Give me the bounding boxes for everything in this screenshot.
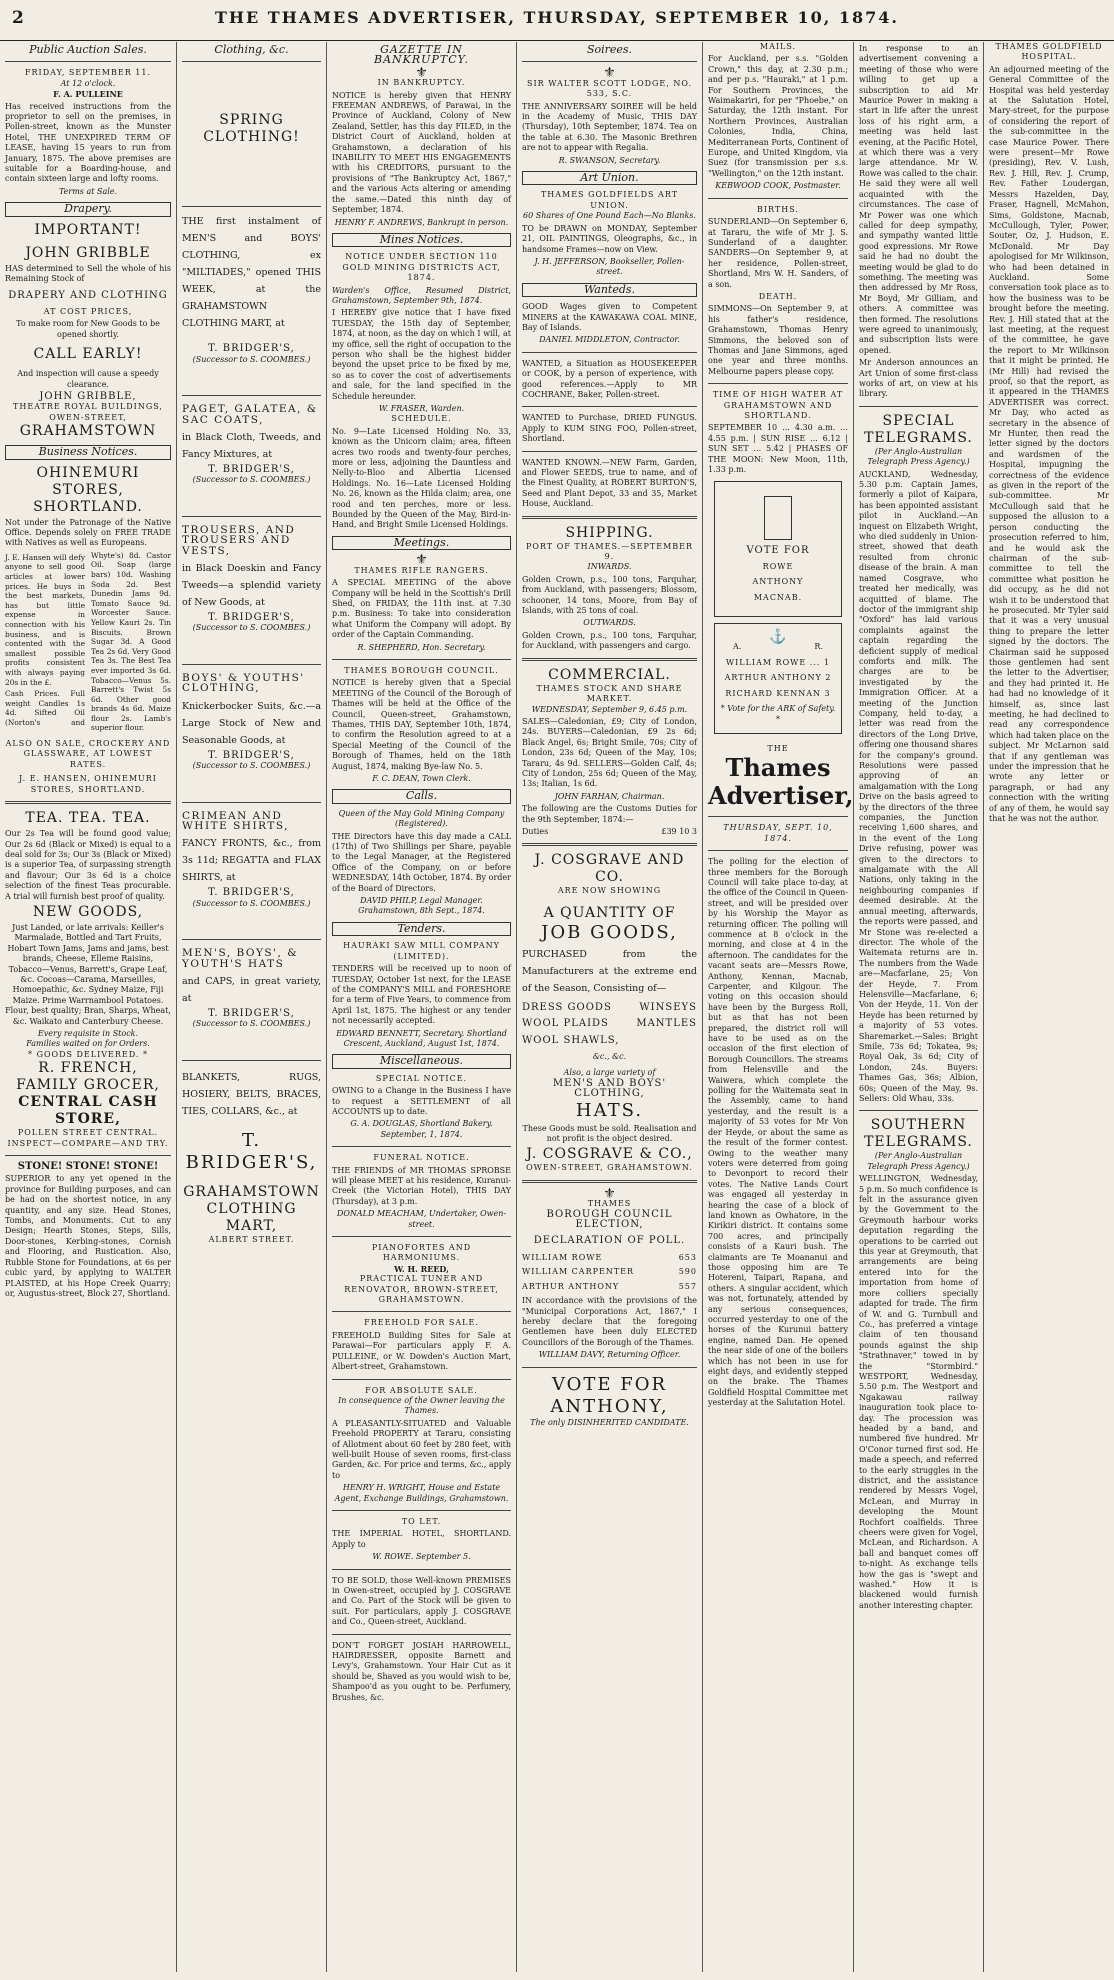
schedule-body: No. 9—Late Licensed Holding No. 33, known as the Unicorn claim; area, fifteen acres two roods and twenty-four perches, more or less, adjoining the Dauntless and Nelly-to-Bloo and Albertia Licensed Holdings. No. 16—Late Licensed Holding No. 26, known as the Hilda claim; area, one rood and ten perches, more or less. Bounded by the Queen of the May, Bird-in-Hand, and Bright Smile Licensed Holdings. — [332, 426, 511, 530]
vote-for: VOTE FOR — [746, 545, 810, 557]
ticket-left: A. — [733, 642, 742, 652]
calls-title: Queen of the May Gold Mining Company (Registered). — [338, 808, 505, 829]
special-notice: SPECIAL NOTICE. — [375, 1073, 468, 1083]
inspect-compare: INSPECT—COMPARE—AND TRY. — [7, 1138, 169, 1148]
job-goods: JOB GOODS, — [541, 921, 678, 943]
schedule-heading: SCHEDULE. — [391, 414, 452, 424]
paget-heading: PAGET, GALATEA, & SAC COATS, — [182, 403, 318, 426]
meeting-report: In response to an advertisement convening a meeting of those who were willing to get up a subscription to aid Mr Maurice Power in making a start in life after the unrest loss of his right arm, a meeting was held last evening, at the Pacific Hotel, at which there was a very large attendance. Mr W. Rowe was called to the chair. He said they were all well acquainted with the circumstances. The case of Mr Power was one which called for deep sympathy, and sympathy wanted little good expressions. Mr Rowe said he had no doubt the meeting would be glad to do something. The meeting was then addressed by Mr Ross, Mr Boyd, Mr Gilliam, and others. A committee was then formed. The resolutions were agreed to unanimously, and subscription lists were opened. — [859, 44, 978, 355]
lodge-title: SIR WALTER SCOTT LODGE, NO. 533, S.C. — [527, 78, 692, 99]
election-title: BOROUGH COUNCIL ELECTION, — [546, 1208, 673, 1231]
make-room: To make room for New Goods to be opened shortly. — [16, 319, 160, 339]
business-heading: Business Notices. — [5, 445, 171, 459]
wanted-1-sign: DANIEL MIDDLETON, Contractor. — [539, 335, 680, 345]
tide-title: TIME OF HIGH WATER AT GRAHAMSTOWN AND SHORTLAND. — [712, 390, 844, 420]
clothing-heading: Clothing, &c. — [214, 43, 289, 56]
outwards-body: Golden Crown, p.s., 100 tons, Farquhar, for Auckland, with passengers and cargo. — [522, 630, 697, 651]
hansen-sign: J. E. HANSEN, OHINEMURI STORES, SHORTLAND. — [19, 774, 157, 794]
art-union-note: Mr Anderson announces an Art Union of some first-class works of art, on view at his library. — [859, 358, 978, 399]
goods-dress: DRESS GOODS — [522, 1001, 612, 1013]
crest-icon: ⚜ — [415, 64, 428, 81]
piano-heading: PIANOFORTES AND HARMONIUMS. — [371, 1243, 472, 1263]
vote-rowe: ROWE — [762, 561, 794, 571]
call-early: CALL EARLY! — [33, 346, 143, 363]
borough-body: NOTICE is hereby given that a Special MEETING of the Council of the Borough of Thames will be held at the Office of the Council, Queen-street, Grahamstown, Thames, THIS DAY, September 10th, 1874, to confirm the Resolution agreed to at a Special Meeting of the Council of the Borough of Thames, held on the 18th August, 1874, making Bye-law No. 5. — [332, 678, 511, 771]
vote-card — [714, 481, 842, 617]
vote-for-anthony: VOTE FOR — [551, 1373, 668, 1395]
art-heading: Art Union. — [522, 171, 697, 185]
trousers-heading: TROUSERS, AND TROUSERS AND VESTS, — [182, 523, 296, 557]
goods-winseys: WINSEYS — [639, 1001, 697, 1013]
paper-title: Thames Advertiser, — [708, 753, 853, 811]
wanted-4: WANTED KNOWN.—NEW Farm, Garden, and Flower SEEDS, true to name, and of the Finest Quality, at ROBERT BURTON'S, Seed and Plant Depot, 33 and 35, Market House, Auckland. — [522, 457, 697, 509]
anthony-label: ANTHONY, — [550, 1395, 669, 1417]
commercial-heading: COMMERCIAL. — [548, 666, 671, 683]
drapery-line: DRAPERY AND CLOTHING — [8, 289, 168, 301]
owen-street: OWEN-STREET, — [49, 412, 127, 422]
goods-etc: &c., &c. — [592, 1052, 627, 1061]
mails-heading: MAILS. — [759, 42, 797, 51]
borough-crest-icon: ⚜ — [603, 1185, 616, 1202]
hats-label: HATS. — [575, 1099, 644, 1121]
mines-sign: W. FRASER, Warden. — [378, 404, 465, 413]
column-5 — [702, 42, 853, 1972]
funeral-notice: FUNERAL NOTICE. — [373, 1153, 470, 1163]
column-1 — [0, 42, 176, 1972]
at-cost: AT COST PRICES, — [43, 306, 133, 316]
wanted-3: WANTED to Purchase, DRIED FUNGUS. Apply to KUM SING FOO, Pollen-street, Shortland. — [522, 413, 697, 444]
bankruptcy-sign: HENRY F. ANDREWS, Bankrupt in person. — [334, 217, 509, 227]
central-cash-store: CENTRAL CASH STORE, — [18, 1094, 158, 1128]
successor-4: (Successor to S. COOMBES.) — [192, 761, 311, 771]
paget-body: in Black Cloth, Tweeds, and Fancy Mixtures, at — [182, 432, 321, 461]
absolute-body: A PLEASANTLY-SITUATED and Valuable Freehold PROPERTY at Tararu, consisting of Allotment about 60 feet by 280 feet, with well-built House of seven rooms, first-class Garden, &c. For price and terms, &c., apply to — [332, 1418, 511, 1480]
soirees-heading: Soirees. — [586, 43, 633, 56]
new-goods-body: Just Landed, or late arrivals: Keiller's Marmalade, Bottled and Tart Fruits, Hobart Town Jams, Jams and jams, best brands, Cheese, Elleme Raisins, Tobacco—Venus, Barrett's, Grape Leaf, &c. Cocoas—Carama, Marseilles, Homoepathic, &c. Sydney Maize, Fiji Maize. Prime Warrnambool Potatoes. Flour, best quality; Bran, Sharps, Wheat, &c. Waikato and Canterbury Cheese. — [5, 922, 171, 1026]
to-let-body: THE IMPERIAL HOTEL, SHORTLAND. Apply to — [332, 1529, 511, 1549]
in-bankruptcy: IN BANKRUPTCY. — [377, 78, 466, 88]
poll-row — [522, 1253, 697, 1263]
spring-clothing: SPRING CLOTHING! — [203, 112, 300, 146]
ticket-card — [714, 623, 842, 734]
pollen-central: POLLEN STREET CENTRAL. — [17, 1128, 159, 1138]
rifle-sign: R. SHEPHERD, Hon. Secretary. — [357, 642, 486, 652]
telegrams-heading: SPECIAL TELEGRAMS. — [864, 412, 973, 446]
mines-body: I HEREBY give notice that I have fixed TUESDAY, the 15th day of September, 1874, at noon, as the day on which I will, at my office, sell the right of occupation to the person who shall be the highest bidder beyond the upset price to be fixed by me, so as to cover the cost of advertisements and sale, for the land specified in the Schedule hereunder. — [332, 308, 511, 401]
bridger-1: T. BRIDGER'S, — [208, 343, 295, 355]
exchange-date: WEDNESDAY, September 9, 6.45 p.m. — [531, 704, 688, 714]
vote-macnab: MACNAB. — [753, 592, 803, 602]
auction-terms: Terms at Sale. — [58, 186, 118, 196]
goods-mantles: MANTLES — [636, 1018, 697, 1030]
bridger-5: T. BRIDGER'S, — [208, 887, 295, 899]
mines-heading: Mines Notices. — [332, 233, 511, 247]
ohinemuri-text: J. E. Hansen will defy anyone to sell good articles at lower prices. He buys in the best markets, has but little expense in connection with his business, and is contented with the smallest possible profits consistent with always paying 20s in the £. — [5, 552, 85, 687]
quantity-line: A QUANTITY OF — [543, 904, 676, 921]
gazette-heading: GAZETTE IN BANKRUPTCY. — [374, 43, 469, 67]
special-body: OWING to a Change in the Business I have to request a SETTLEMENT of all ACCOUNTS up to date. — [332, 1086, 511, 1116]
exchange-body: SALES—Caledonian, £9; City of London, 24s. BUYERS—Caledonian, £9 2s 6d; Black Angel, 6s; Bright Smile, 70s; City of London, 23s 6d; Queen of the May, 10s; Tararu, 4s 9d. SELLERS—Golden Calf, 4s; City of London, 25s 6d; Queen of the May, 13s; Italian, 1s 6d. — [522, 716, 697, 789]
death-heading: DEATH. — [758, 291, 798, 301]
piano-body: PRACTICAL TUNER AND RENOVATOR, BROWN-STREET, GRAHAMSTOWN. — [344, 1274, 499, 1305]
mails-body: For Auckland, per s.s. "Golden Crown," this day, at 2.30 p.m.; and per p.s. "Hauraki," at 1 p.m. For Southern Provinces, the Waimakariri, for per "Phoebe," on Saturday, the 12th instant. For Northern Provinces, Australian Colonies, India, China, Mediterranean Ports, Continent of Europe, and United Kingdom, via Suez (for transmission per s.s. "Wellington," on the 12th instant. — [708, 54, 848, 178]
declaration-title: DECLARATION OF POLL. — [533, 1235, 686, 1247]
theatre-royal: THEATRE ROYAL BUILDINGS, — [13, 402, 163, 412]
thames-label: THAMES — [587, 1199, 632, 1209]
masthead — [0, 0, 1114, 41]
crest-icon-2: ⚜ — [415, 552, 428, 569]
hauraki-body: TENDERS will be received up to noon of TUESDAY, October 1st next, for the LEASE of the COMPANY'S MILL and FORESHORE for a term of Five Years, to commence from April 1st, 1875. The highest or any tender not necessarily accepted. — [332, 964, 511, 1026]
poll-body: IN accordance with the provisions of the "Municipal Corporations Act, 1867," I hereby declare that the foregoing Gentlemen have been duly ELECTED Councillors of the Borough of the Thames. — [522, 1296, 697, 1347]
column-3 — [326, 42, 516, 1972]
death-body: SIMMONS—On September 9, at his father's residence, Grahamstown, Thomas Henry Simmons, the beloved son of Thomas and Jane Simmons, aged one year and three months. Melbourne papers please copy. — [708, 304, 848, 376]
column-7 — [983, 42, 1114, 1972]
borough-sign: F. C. DEAN, Town Clerk. — [372, 774, 471, 783]
cosgrave-sign: J. COSGRAVE & CO., — [526, 1146, 693, 1163]
inwards-body: Golden Crown, p.s., 100 tons, Farquhar, from Auckland, with passengers; Blossom, schooner, 14 tons, Moore, from Bay of Islands, with 25 tons of coal. — [522, 574, 697, 616]
candidate-votes: 653 — [678, 1252, 697, 1262]
freehold-heading: FREEHOLD FOR SALE. — [364, 1318, 479, 1328]
cosgrave-address: OWEN-STREET, GRAHAMSTOWN. — [526, 1163, 693, 1173]
goods-plaids: WOOL PLAIDS — [522, 1018, 609, 1030]
gribble-body: HAS determined to Sell the whole of his Remaining Stock of — [5, 263, 171, 284]
ticket-line-2: ARTHUR ANTHONY 2 — [724, 673, 832, 683]
ohinemuri-body: Not under the Patronage of the Native Office. Depends solely on FREE TRADE with Natives as well as Europeans. — [5, 517, 171, 548]
inwards-label: INWARDS. — [587, 562, 632, 572]
calls-body: THE Directors have this day made a CALL (17th) of Two Shillings per Share, payable to the Legal Manager, at the Registered Office of the Company, on or before WEDNESDAY, 14th October, 1874. By order of the Board of Directors. — [332, 831, 511, 893]
lodge-sign: R. SWANSON, Secretary. — [558, 155, 661, 165]
realisation-note: These Goods must be sold. Realisation and not profit is the object desired. — [522, 1123, 697, 1144]
to-be-sold: TO BE SOLD, those Well-known PREMISES in Owen-street, occupied by J. COSGRAVE and Co. Part of the Stock will be given to suit. For particulars, apply J. COSGRAVE and Co., Queen-street, Auckland. — [332, 1575, 511, 1627]
meetings-heading: Meetings. — [332, 536, 511, 550]
successor-2: (Successor to S. COOMBES.) — [192, 475, 311, 485]
art-shares: 60 Shares of One Pound Each—No Blanks. — [523, 211, 696, 221]
absolute-sub: In consequence of the Owner leaving the Thames. — [338, 1395, 505, 1416]
rifle-title: THAMES RIFLE RANGERS. — [354, 565, 489, 575]
to-let-sign: W. ROWE. September 5. — [372, 1552, 471, 1562]
stone-heading: STONE! STONE! STONE! — [17, 1161, 159, 1173]
special-sign: G. A. DOUGLAS, Shortland Bakery. September, 1, 1874. — [350, 1119, 493, 1139]
borough-title: THAMES BOROUGH COUNCIL. — [344, 665, 499, 675]
poll-sign: WILLIAM DAVY, Returning Officer. — [538, 1350, 681, 1360]
crimean-heading: CRIMEAN AND WHITE SHIRTS, — [182, 809, 289, 832]
hospital-heading: THAMES GOLDFIELD HOSPITAL. — [995, 42, 1103, 62]
candidate-votes: 557 — [678, 1281, 697, 1291]
births-heading: BIRTHS. — [757, 204, 799, 214]
ballot-box-icon — [764, 496, 792, 540]
telegrams-source: (Per Anglo-Australian Telegraph Press Agency.) — [867, 446, 970, 467]
southern-source: (Per Anglo-Australian Telegraph Press Agency.) — [867, 1151, 970, 1171]
port-line: PORT OF THAMES.—SEPTEMBER 9. — [525, 541, 694, 562]
mens-hats-body: and CAPS, in great variety, at — [182, 975, 321, 1004]
french-name: R. FRENCH, — [38, 1060, 138, 1077]
mens-boys-clothing: MEN'S AND BOYS' CLOTHING, — [552, 1077, 667, 1100]
goods-delivered: * GOODS DELIVERED. * — [28, 1049, 148, 1059]
also-label: Also, a large variety of — [563, 1068, 656, 1078]
successor-1: (Successor to S. COOMBES.) — [192, 354, 311, 364]
the-label: THE — [767, 743, 789, 753]
calls-sign: DAVID PHILP, Legal Manager. Grahamstown, 8th Sept., 1874. — [358, 896, 485, 916]
shipping-heading: SHIPPING. — [565, 524, 654, 541]
wanted-2: WANTED, a Situation as HOUSEKEEPER or COOK, by a person of experience, with good references.—Apply to MR COCHRANE, Baker, Pollen-street. — [522, 358, 697, 399]
now-showing: ARE NOW SHOWING — [557, 886, 662, 896]
candidate-name: ARTHUR ANTHONY — [522, 1281, 620, 1291]
trousers-body: in Black Doeskin and Fancy Tweeds—a splendid variety of New Goods, at — [182, 563, 321, 609]
crimean-body: FANCY FRONTS, &c., from 3s 11d; REGATTA and FLAX SHIRTS, at — [182, 838, 321, 884]
mines-office: Warden's Office, Resumed District, Grahamstown, September 9th, 1874. — [332, 285, 511, 305]
gribble-sign: JOHN GRIBBLE, — [39, 390, 137, 402]
candidate-votes: 590 — [678, 1267, 697, 1277]
auctioneer: F. A. PULLEINE — [53, 89, 123, 100]
column-6 — [853, 42, 983, 1972]
inspection-note: And inspection will cause a speedy clearance. — [17, 369, 159, 389]
poll-row — [522, 1282, 697, 1292]
ticket-line-3: RICHARD KENNAN 3 — [725, 688, 831, 698]
auction-body: Has received instructions from the proprietor to sell on the premises, in Pollen-street, known as the Munster Hotel, THE UNEXPIRED TERM OF LEASE, having 15 years to run from January, 1875. The above premises are suitable for a Boarding-house, and contain sixteen large and lofty rooms. — [5, 101, 171, 184]
bankruptcy-body: NOTICE is hereby given that HENRY FREEMAN ANDREWS, of Parawai, in the Province of Auckland, Colony of New Zealand, Settler, has this day FILED, in the District Court of Auckland, holden at Grahamstown, a declaration of his INABILITY TO MEET HIS ENGAGEMENTS with his CREDITORS, pursuant to the provisions of "The Bankruptcy Act, 1867," and the various Acts altering or amending the same.—Dated this ninth day of September, 1874. — [332, 90, 511, 215]
piano-name: W. H. REED, — [394, 1263, 449, 1274]
to-let-heading: TO LET. — [401, 1516, 442, 1526]
ticket-motto: * Vote for the ARK of Safety. * — [720, 704, 836, 724]
grahamstown-label: GRAHAMSTOWN — [19, 423, 157, 440]
cosgrave-title: J. COSGRAVE AND CO. — [534, 852, 685, 886]
southern-heading: SOUTHERN TELEGRAMS. — [864, 1117, 973, 1151]
poll-results — [522, 1253, 697, 1292]
duties-value: £39 10 3 — [661, 826, 697, 836]
customs-note: The following are the Customs Duties for the 9th September, 1874:— — [522, 804, 697, 824]
dont-forget: DON'T FORGET JOSIAH HARROWELL, HAIRDRESSER, opposite Barnett and Levy's, Grahamstown. Your Hair Cut as it should be, Shaved as you would wish to be, Shampoo'd as you ought to be. Perfumery, Brushes, &c. — [332, 1640, 511, 1702]
date-line: THURSDAY, SEPT. 10, 1874. — [723, 823, 833, 843]
ticket-line-1: WILLIAM ROWE ... 1 — [725, 657, 831, 667]
bridger-4: T. BRIDGER'S, — [208, 749, 295, 761]
tide-rows: SEPTEMBER 10 ... 4.30 a.m. ... 4.55 p.m. | SUN RISE ... 6.12 | SUN SET ... 5.42 | PHASES OF THE MOON: New Moon, 11th, 1.33 p.m. — [708, 423, 848, 475]
outwards-label: OUTWARDS. — [583, 618, 636, 628]
blankets-body: BLANKETS, RUGS, HOSIERY, BELTS, BRACES, TIES, COLLARS, &c., at — [182, 1071, 321, 1117]
candidate-name: WILLIAM CARPENTER — [522, 1267, 635, 1277]
successor-6: (Successor to S. COOMBES.) — [192, 1019, 311, 1029]
page-number: 2 — [12, 8, 24, 28]
bridger-6: T. BRIDGER'S, — [208, 1007, 295, 1019]
bridger-3: T. BRIDGER'S, — [208, 612, 295, 624]
candidate-name: WILLIAM ROWE — [522, 1252, 603, 1262]
mens-hats-heading: MEN'S, BOYS', & YOUTH'S HATS — [182, 947, 299, 970]
rifle-body: A SPECIAL MEETING of the above Company will be held in the Scottish's Drill Shed, on FRIDAY, the 11th inst. at 7.30 p.m. Business: To take into consideration what Uniform the Company will adopt. By order of the Captain Commanding. — [332, 578, 511, 640]
also-on-sale: ALSO ON SALE, CROCKERY AND GLASSWARE, AT LOWEST RATES. — [5, 739, 171, 769]
stone-body: SUPERIOR to any yet opened in the province for Building purposes, and can be had on the shortest notice, in any quantity, and any size. Head Stones, Tombs, and Monuments. Cut to any Design; Hearth Stones, Steps, Sills, Door-stones, Kerbing-stones, Cornish and Flooring, and Rustication. Also, Rubble Stone for Foundations, at 6s per cubic yard, by applying to WALTER PLAISTED, at his Hope Creek Quarry; or, Augustus-street, Block 27, Shortland. — [5, 1174, 171, 1298]
calls-heading: Calls. — [332, 789, 511, 803]
bridger-big: T. BRIDGER'S, — [185, 1129, 318, 1173]
auction-time: At 12 o'clock. — [60, 78, 116, 88]
auction-heading: Public Auction Sales. — [29, 43, 147, 56]
masonic-icon: ⚜ — [603, 65, 616, 82]
freehold-body: FREEHOLD Building Sites for Sale at Parawai—For particulars apply F. A. PULLEINE, or W. Dowden's Auction Mart, Albert-street, Grahamstown. — [332, 1330, 511, 1372]
ticket-right: R. — [814, 642, 823, 652]
hauraki-title: HAURAKI SAW MILL COMPANY (LIMITED). — [343, 941, 500, 961]
new-goods-heading: NEW GOODS, — [32, 903, 144, 920]
goods-shawls: WOOL SHAWLS, — [522, 1034, 620, 1046]
tea-heading: TEA. TEA. TEA. — [25, 810, 151, 827]
art-sign: J. H. JEFFERSON, Bookseller, Pollen-street. — [534, 256, 685, 277]
first-instalment: THE first instalment of MEN'S and BOYS' CLOTHING, ex "MILTIADES," opened THIS WEEK, at the GRAHAMSTOWN CLOTHING MART, at — [182, 216, 321, 330]
grahamstown-label-2: GRAHAMSTOWN — [183, 1183, 320, 1200]
editorial-body: The polling for the election of three members for the Borough Council will take place to-day, at the office of the Council in Queen-street, and will be presided over by his Worship the Mayor as returning officer. The polling will commence at 8 o'clock in the morning, and close at 4 in the afternoon. The candidates for the vacant seats are—Messrs Rowe, Anthony, Kennan, Macnab, Carpenter, and Kilgour. The voting on this occasion should have been by the Burgess Roll, but as that has not been prepared, the district roll will have to be used as on the occasion of the first election of Borough Councillors. The streams from Helensville and the Waiwera, which complete the polling for the Waitemata seat in the Assembly, came to hand yesterday, and the result is a majority of 53 votes for Mr Von der Heyde, or about the same as the result of the former contest. Owing to the weather many voters were deterred from going to Devonport to record their votes. The Native Lands Court was engaged all yesterday in hearing the case of a block of land known as Owhatore, in the Kirikiri district. It contains some 700 acres, and principally consists of a Kauri bush. The claimants are Te Moananui and those opposing him are Te Hotereni, Taipari, Rapana, and others. A singular accident, which was not, fortunately, attended by any serious consequences, occurred yesterday to one of the horses of the Kurunui battery engine, named Dan. He opened the near side of one of the boilers which has not been in use for eight days, and evidently stepped on the brake. The Thames Goldfield Hospital Committee met yesterday at the Salutation Hotel. — [708, 857, 848, 1408]
exchange-sign: JOHN FARHAN, Chairman. — [554, 791, 665, 801]
exchange-title: THAMES STOCK AND SHARE MARKET. — [536, 683, 683, 704]
births-body: SUNDERLAND—On September 6, at Tararu, the wife of Mr J. S. Sunderland of a daughter. SANDERS—On September 9, at her residence, Pollen-street, Shortland, Mrs W. H. Sanders, of a son. — [708, 217, 848, 289]
hauraki-sign: EDWARD BENNETT, Secretary. Shortland Crescent, Auckland, August 1st, 1874. — [336, 1028, 507, 1048]
boys-heading: BOYS' & YOUTHS' CLOTHING, — [182, 671, 305, 695]
auction-date: FRIDAY, SEPTEMBER 11. — [24, 68, 151, 78]
successor-5: (Successor to S. COOMBES.) — [192, 898, 311, 908]
bridger-2: T. BRIDGER'S, — [208, 464, 295, 476]
families-note: Families waited on for Orders. — [26, 1039, 150, 1049]
art-body: TO be DRAWN on MONDAY, September 21, OIL PAINTINGS, Oleographs, &c., in handsome Frames—now on View. — [522, 223, 697, 254]
tea-body: Our 2s Tea will be found good value; Our 2s 6d (Black or Mixed) is equal to a deal sold for 3s; Our 3s (Black or Mixed) is a superior Tea, of surpassing strength and flavour; Our 3s 6d is a choice selection of the finest Teas procurable. A trial will furnish best proof of quality. — [5, 829, 171, 901]
wanted-heading: Wanteds. — [522, 283, 697, 297]
poll-row — [522, 1267, 697, 1277]
vote-anthony: ANTHONY — [752, 577, 804, 587]
lodge-body: THE ANNIVERSARY SOIREE will be held in the Academy of Music, THIS DAY (Thursday), 10th September, 1874. Tea on the table at 6.30. The Masonic Brethren are not to appear with Regalia. — [522, 101, 697, 153]
ohinemuri-title: OHINEMURI STORES, SHORTLAND. — [33, 464, 143, 515]
successor-3: (Successor to S. COOMBES.) — [192, 623, 311, 633]
tenders-heading: Tenders. — [332, 922, 511, 936]
newspaper-title: THE THAMES ADVERTISER, THURSDAY, SEPTEMBER 10, 1874. — [215, 8, 899, 27]
wanted-1: GOOD Wages given to Competent MINERS at the KAWAKAWA COAL MINE, Bay of Islands. — [522, 302, 697, 332]
gribble-name: JOHN GRIBBLE — [25, 244, 151, 261]
important-heading: IMPORTANT! — [34, 221, 142, 238]
funeral-sign: DONALD MEACHAM, Undertaker, Owen-street. — [336, 1209, 507, 1229]
albert-street: ALBERT STREET. — [208, 1234, 295, 1244]
hospital-body: An adjourned meeting of the General Committee of the Hospital was held yesterday at the Salutation Hotel, Mary-street, for the purpose of considering the report of the sub-committee in the case Maurice Power. There were present—Mr Rowe (presiding), Rev. V. Lush, Rev. J. Hill, Rev. J. Crump, Rev. Father Loudergan, Messrs Hazelden, Day, Fraser, Hagnell, McMahon, Sims, Goldstone, Macnab, McCullough, Tyler, Power, Souter, Oz, J. Hudson, E. McDonald. Mr Day apologised for Mr Wilkinson, who had been detained in Auckland. Some conversation took place as to how the business was to be brought before the meeting. Rev. J. Hill stated that at the last meeting, at the request of the committee, he gave the report to Mr Wilkinson that it might be printed. He (Mr Hill) had revised the proof, so that the report, as it appeared in the THAMES ADVERTISER was correct. Mr Day, who acted as secretary in the absence of Mr Hunter, then read the letter signed by the doctors and wardsmen of the Hospital, impugning the correctness of the evidence as given in the report of the sub-committee. Mr McCullough said that he supposed the allusion to a person conducting the prosecution referred to him, and he would ask the chairman of the sub-committee to tell the committee what position he did occupy, as he did not wish it to be understood that he prosecuted. Mr Tyler said that it was a very unusual thing to prepare the letter signed by the doctors. The Chairman said he supposed those gentlemen had sent the letter to the Advertiser, and they had printed it. He had had no knowledge of it himself, as, since last meeting, he had declined to read any correspondence which had taken place on the subject. Mr McLarnon said that if any gentleman was under the impression that he wrote any letter or paragraph, or had any connection with the writing of any of them, he would say that he was not the author. — [989, 64, 1109, 824]
southern-body: WELLINGTON, Wednesday, 5 p.m. So much confidence is felt in the assurance given by the Government to the Greymouth harbour works deputation regarding the operations to be carried out this year at Greymouth, that arrangements are being entered into for the importation from home of more colliers specially adapted for trade. The firm of W. and G. Turnbull and Co., has preferred a vintage claim of ten thousand pounds against the ship "Strathnaver," towed in by the "Stormbird." WESTPORT, Wednesday, 5.50 p.m. The Westport and Ngakawau railway inauguration took place to-day. The procession was headed by a band, and numbered five hundred. Mr O'Conor turned first sod. He made a speech, and referred to the early struggles in the district, and the assistance rendered by Messrs Vogel, McLean, and Murray in developing the Mount Rochfort coalfields. Three cheers were given for Vogel, McLean, and Richardson. A ball and banquet comes off to-night. As exchange tells how the gas is "swept and washed." How it is blackened would furnish another interesting chapter. — [859, 1174, 978, 1610]
purchased-body: PURCHASED from the Manufacturers at the extreme end of the Season, Consisting of— — [522, 948, 697, 994]
every-requisite: Every requisite in Stock. — [37, 1029, 139, 1038]
duties-label: Duties — [522, 826, 549, 836]
art-title: THAMES GOLDFIELDS ART UNION. — [540, 190, 679, 210]
misc-heading: Miscellaneous. — [332, 1054, 511, 1068]
clothing-mart: CLOTHING MART, — [206, 1200, 297, 1234]
disinherited-note: The only DISINHERITED CANDIDATE. — [530, 1417, 689, 1427]
column-4 — [516, 42, 702, 1972]
boys-body: Knickerbocker Suits, &c.—a Large Stock of New and Seasonable Goods, at — [182, 700, 321, 746]
prices-list: Cash Prices. Full weight Candles 1s 4d. Sifted Oil (Norton's and Whyte's) 8d. Castor Oil. Soap (large bars) 10d. Washing Soda 2d. Best Dunedin Jams 9d. Tomato Sauce 9d. Worcester Sauce. Yellow Kauri 2s. Tin Biscuits. Brown Sugar 3d. A Good Tea 2s 6d. Very Good Tea 3s. The Best Tea ever imported 3s 6d. Tobacco—Venus 5s. Barrett's Twist 5s 6d. Other good brands 4s 6d. Maize flour 2s. Lamb's superior flour. — [5, 550, 171, 733]
absolute-heading: FOR ABSOLUTE SALE. — [365, 1385, 478, 1395]
mines-title: NOTICE UNDER SECTION 110 GOLD MINING DISTRICTS ACT, 1874. — [342, 252, 501, 283]
drapery-heading: Drapery. — [5, 202, 171, 216]
ark-icon: ⚓ — [769, 629, 787, 646]
telegrams-body: AUCKLAND, Wednesday, 5.30 p.m. Captain James, formerly a pilot of Kaipara, has been appointed assistant pilot in Auckland.—An inquest on Elizabeth Wright, who died suddenly in Union-street, showed that death resulted from chronic disease of the brain. A man named Cosgrave, who treated her medically, was acquitted of blame. The doctor of the immigrant ship "Oxford" has laid various complaints against the captain regarding the deficient supply of medical comforts and milk. The charges are to be investigated by the Immigration Officer. At a meeting of the Junction Company, held to-day, a letter was read from the directors of the Long Drive, offering one thousand shares for the company's ground. Resolutions were passed approving of an amalgamation with the Long Drive on the basis agreed to by the directors of the three companies, the Junction receiving 1,600 shares, and in the event of the Long Drive refusing, power was given to the directors to amalgamate with the All Nations, only taking in the neighbouring companies if deemed desirable. At the annual meeting, afterwards, the reports were passed, and Mr Stone was re-elected a director. The whole of the Waitemata returns are in. The numbers from the Wade are—Macfarlane, 25; Von der Heyde, 7. From Helensville—Macfarlane, 6; Von der Heyde, 11. Von der Heyde has been returned by a majority of 53 votes. Sharemarket.—Sales: Bright Smile, 73s 6d; Tokatea, 9s; Royal Oak, 3s 6d; City of London, 24s. Buyers: Thames Gas, 36s; Albion, 60s; Queen of the May, 9s. Sellers: Old Whau, 33s. — [859, 469, 978, 1103]
absolute-sign: HENRY H. WRIGHT, House and Estate Agent, Exchange Buildings, Grahamstown. — [334, 1483, 509, 1503]
family-grocer: FAMILY GROCER, — [16, 1077, 160, 1094]
funeral-body: THE FRIENDS of MR THOMAS SPROBSE will please MEET at his residence, Kuranui-Creek (the Victorian Hotel), THIS DAY (Thursday), at 3 p.m. — [332, 1165, 511, 1206]
mails-sign: KEBWOOD COOK, Postmaster. — [715, 181, 841, 191]
column-2 — [176, 42, 326, 1972]
